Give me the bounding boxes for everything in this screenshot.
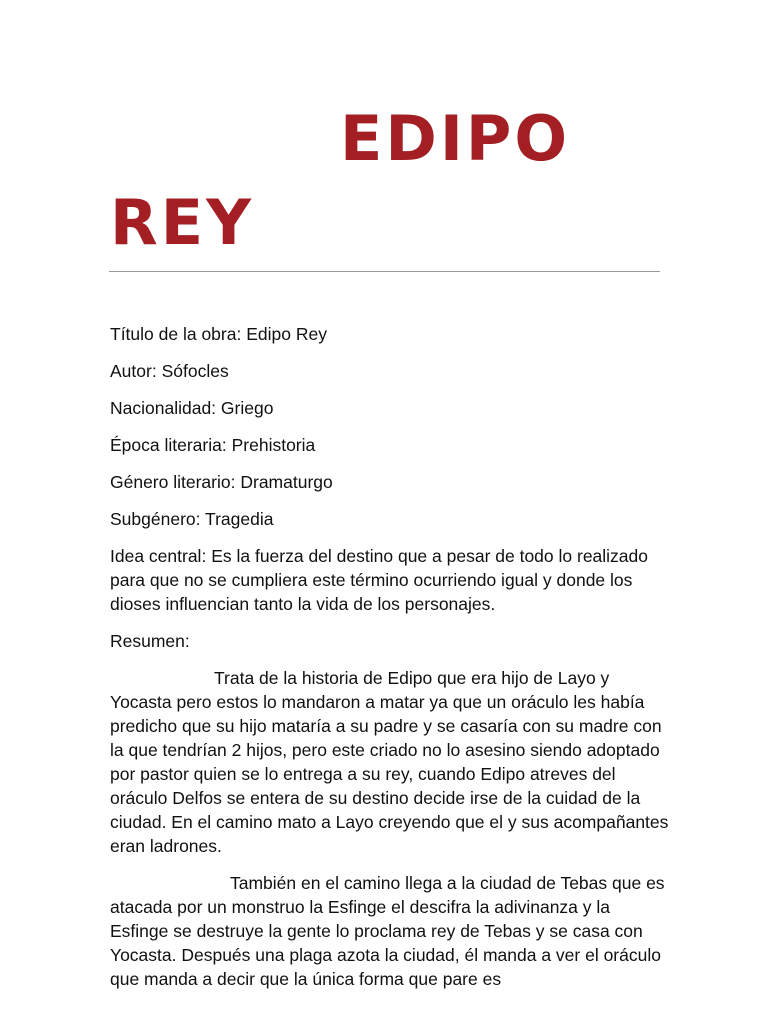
field-titulo: Título de la obra: Edipo Rey: [110, 324, 327, 344]
idea-central: Idea central: Es la fuerza del destino que a pesar de todo lo realizado para que no se cumpliera este término ocurriendo igual y donde los dioses influencian tanto la vida de los personajes.: [110, 546, 649, 614]
title-line-1: EDIPO: [340, 102, 571, 175]
field-nacionalidad: Nacionalidad: Griego: [110, 398, 274, 418]
field-genero: Género literario: Dramaturgo: [110, 472, 333, 492]
resumen-heading: Resumen:: [110, 631, 190, 651]
horizontal-rule: [109, 271, 660, 272]
resumen-paragraph: Trata de la historia de Edipo que era hijo de Layo y Yocasta pero estos lo mandaron a matar ya que un oráculo les había predicho que su hijo mataría a su padre y se casaría con su madre con la que tendrían 2 hijos, pero este criado no lo asesino siendo adoptado por pastor quien se lo entrega a su rey, cuando Edipo atreves del oráculo Delfos se entera de su destino decide irse de la cuidad de la ciudad. En el camino mato a Layo creyendo que el y sus acompañantes eran ladrones.: [110, 668, 669, 856]
field-autor: Autor: Sófocles: [110, 361, 229, 381]
resumen-paragraph: También en el camino llega a la ciudad de Tebas que es atacada por un monstruo la Esfinge el descifra la adivinanza y la Esfinge se destruye la gente lo proclama rey de Tebas y se casa con Yocasta. Después una plaga azota la ciudad, él manda a ver el oráculo que manda a decir que la única forma que pare es: [110, 873, 665, 989]
document-body: [110, 322, 670, 1004]
field-subgenero: Subgénero: Tragedia: [110, 509, 274, 529]
title-line-2: REY: [110, 186, 254, 259]
field-epoca: Época literaria: Prehistoria: [110, 435, 316, 455]
